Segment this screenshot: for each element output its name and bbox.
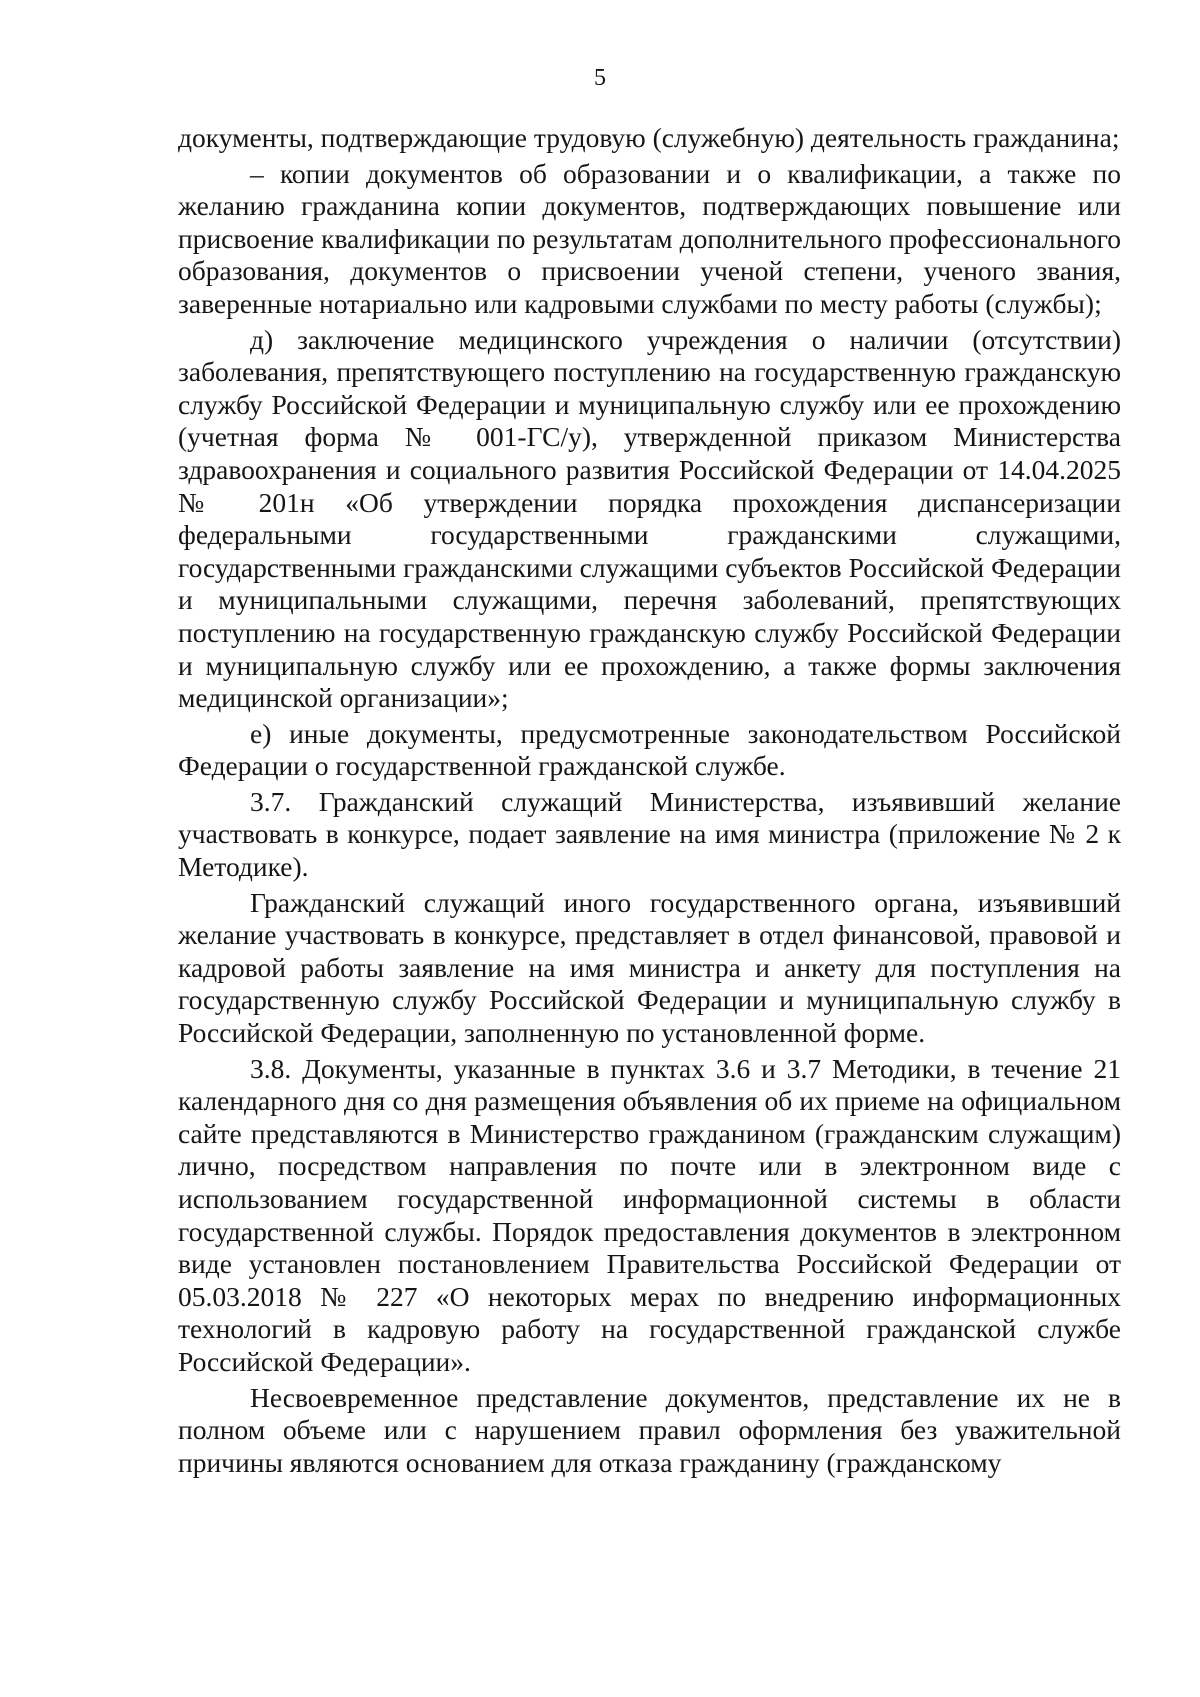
paragraph-employment-documents: документы, подтверждающие трудовую (служебную) деятельность гражданина; [178,122,1120,153]
paragraph-education-copies: – копии документов об образовании и о квалификации, а также по желанию гражданина копии документов, подтверждающих повышение или присвоение квалификации по результатам дополнительного профессионального образования, документов о присвоении ученой степени, ученого звания, заверенные нотариально или кадровыми службами по месту работы (службы); [178,157,1121,319]
paragraph-other-documents: е) иные документы, предусмотренные законодательством Российской Федерации о государственной гражданской службе. [178,717,1121,782]
paragraph-other-agency-servant: Гражданский служащий иного государственного органа, изъявивший желание участвовать в конкурсе, представляет в отдел финансовой, правовой и кадровой работы заявление на имя министра и анкету для поступления на государственную службу Российской Федерации и муниципальную службу в Российской Федерации, заполненную по установленной форме. [178,886,1121,1049]
paragraph-medical-conclusion: д) заключение медицинского учреждения о наличии (отсутствии) заболевания, препятствующего поступлению на государственную гражданскую службу Российской Федерации и муниципальную службу или ее прохождению (учетная форма № 001-ГС/у), утвержденной приказом Министерства здравоохранения и социального развития Российской Федерации от 14.04.2025 № 201н «Об утверждении порядка прохождения диспансеризации федеральными государственными гражданскими служащими, государственными гражданскими служащими субъектов Российской Федерации и муниципальными служащими, перечня заболеваний, препятствующих поступлению на государственную гражданскую службу Российской Федерации и муниципальную службу или ее прохождению, а также формы заключения медицинской организации»; [178,323,1121,714]
paragraph-late-submission: Несвоевременное представление документов, представление их не в полном объеме или с нарушением правил оформления без уважительной причины являются основанием для отказа гражданину (гражданскому [178,1381,1121,1478]
paragraph-section-3-8: 3.8. Документы, указанные в пунктах 3.6 и 3.7 Методики, в течение 21 календарного дня со дня размещения объявления об их приеме на официальном сайте представляются в Министерство гражданином (гражданским служащим) лично, посредством направления по почте или в электронном виде с использованием государственной информационной системы в области государственной службы. Порядок предоставления документов в электронном виде установлен постановлением Правительства Российской Федерации от 05.03.2018 № 227 «О некоторых мерах по внедрению информационных технологий в кадровую работу на государственной гражданской службе Российской Федерации». [178,1052,1121,1377]
document-body [178,122,1121,1482]
paragraph-section-3-7: 3.7. Гражданский служащий Министерства, изъявивший желание участвовать в конкурсе, подает заявление на имя министра (приложение № 2 к Методике). [178,785,1121,883]
page-number: 5 [594,65,606,91]
